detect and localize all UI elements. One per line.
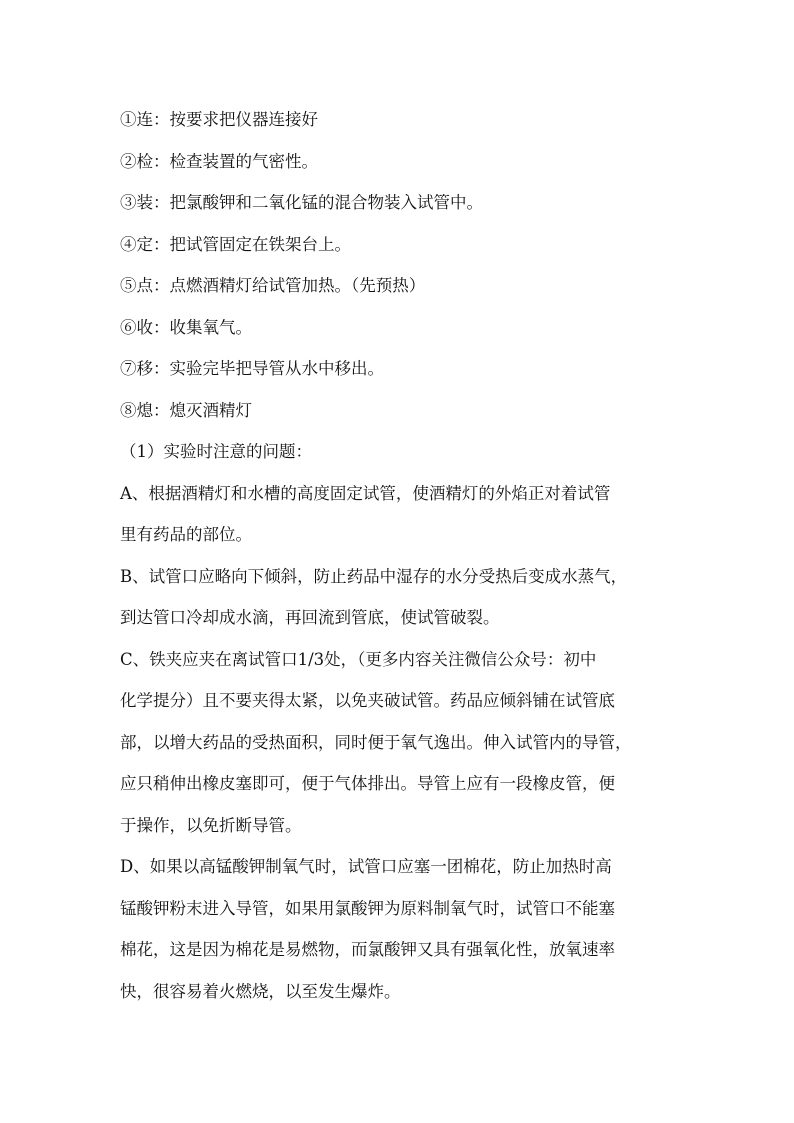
note-c-line: 化学提分）且不要夹得太紧，以免夹破试管。药品应倾斜铺在试管底 — [120, 691, 615, 710]
section-heading: （1）实验时注意的问题： — [120, 442, 312, 461]
note-a-line: 里有药品的部位。 — [120, 525, 252, 544]
note-d-line: 棉花，这是因为棉花是易燃物，而氯酸钾又具有强氧化性，放氧速率 — [120, 940, 615, 959]
note-d-line: 锰酸钾粉末进入导管，如果用氯酸钾为原料制氧气时，试管口不能塞 — [120, 898, 615, 918]
note-b-line: B、试管口应略向下倾斜，防止药品中湿存的水分受热后变成水蒸气， — [120, 566, 628, 586]
note-b-line: 到达管口冷却成水滴，再回流到管底，使试管破裂。 — [120, 608, 500, 627]
step-connect: ①连：按要求把仪器连接好 — [120, 110, 318, 129]
note-d-line: D、如果以高锰酸钾制氧气时，试管口应塞一团棉花，防止加热时高 — [120, 857, 612, 876]
note-c-line: 应只稍伸出橡皮塞即可，便于气体排出。导管上应有一段橡皮管，便 — [120, 774, 615, 793]
note-a-line: A、根据酒精灯和水槽的高度固定试管，使酒精灯的外焰正对着试管 — [120, 483, 611, 503]
step-fix: ④定：把试管固定在铁架台上。 — [120, 234, 351, 254]
note-c-line: 于操作，以免折断导管。 — [120, 815, 302, 835]
step-collect: ⑥收：收集氧气。 — [120, 317, 252, 337]
note-c-line: 部，以增大药品的受热面积，同时便于氧气逸出。伸入试管内的导管， — [120, 732, 632, 752]
document-body — [120, 99, 680, 1012]
note-d — [120, 846, 680, 1012]
note-a — [120, 473, 680, 556]
note-b — [120, 556, 680, 639]
note-c — [120, 639, 680, 847]
note-d-line: 快，很容易着火燃烧，以至发生爆炸。 — [120, 981, 401, 1001]
note-c-line: C、铁夹应夹在离试管口1/3处，（更多内容关注微信公众号：初中 — [120, 649, 597, 669]
step-ignite: ⑤点：点燃酒精灯给试管加热。（先预热） — [120, 276, 426, 295]
step-remove: ⑦移：实验完毕把导管从水中移出。 — [120, 359, 384, 378]
step-load: ③装：把氯酸钾和二氧化锰的混合物装入试管中。 — [120, 193, 483, 212]
step-check: ②检：检查装置的气密性。 — [120, 151, 318, 171]
step-extinguish: ⑧熄：熄灭酒精灯 — [120, 400, 252, 420]
